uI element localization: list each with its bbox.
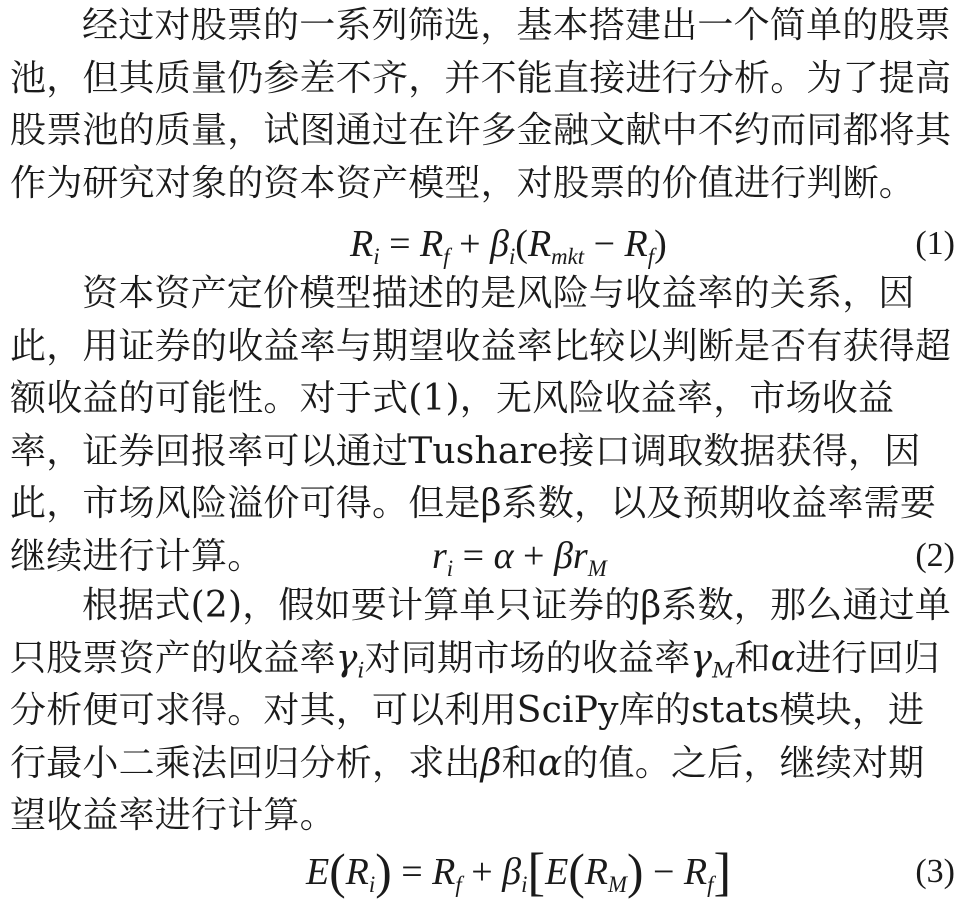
equation-1 [0,218,967,270]
equation-1-number: (1) [915,225,955,262]
equation-3-number: (3) [915,853,955,890]
equation-2-number: (2) [915,537,955,574]
paragraph-3: 根据式(2)，假如要计算单只证券的β系数，那么通过单只股票资产的收益率$\gamma_i$对同期市场的收益率$\gamma_M$和α进行回归分析便可求得。对其，可以利用SciPy库的stats模块，进行最小二乘法回归分析，求出β和α的值。之后，继续对期望收益率进行计算。 [10,585,952,836]
equation-3-formula: $E(R_i) = R_f + \beta_i[E(R_M) - R_f]$ [306,842,732,902]
equation-3 [0,842,967,902]
paragraph-1: 经过对股票的一系列筛选，基本搭建出一个简单的股票池，但其质量仍参差不齐，并不能直接进行分析。为了提高股票池的质量，试图通过在许多金融文献中不约而同都将其作为研究对象的资本资产模型，对股票的价值进行判断。 [10,5,952,204]
equation-2-formula: $r_i = \alpha + \beta r_M$ [432,535,607,581]
equation-1-formula: $R_i = R_f + \beta_i(R_{mkt} - R_f)$ [350,223,667,269]
equation-2 [0,530,967,582]
paragraph-2: 资本资产定价模型描述的是风险与收益率的关系，因此，用证券的收益率与期望收益率比较以判断是否有获得超额收益的可能性。对于式(1)，无风险收益率，市场收益率，证券回报率可以通过Tushare接口调取数据获得，因此，市场风险溢价可得。但是β系数，以及预期收益率需要继续进行计算。 [10,273,952,577]
